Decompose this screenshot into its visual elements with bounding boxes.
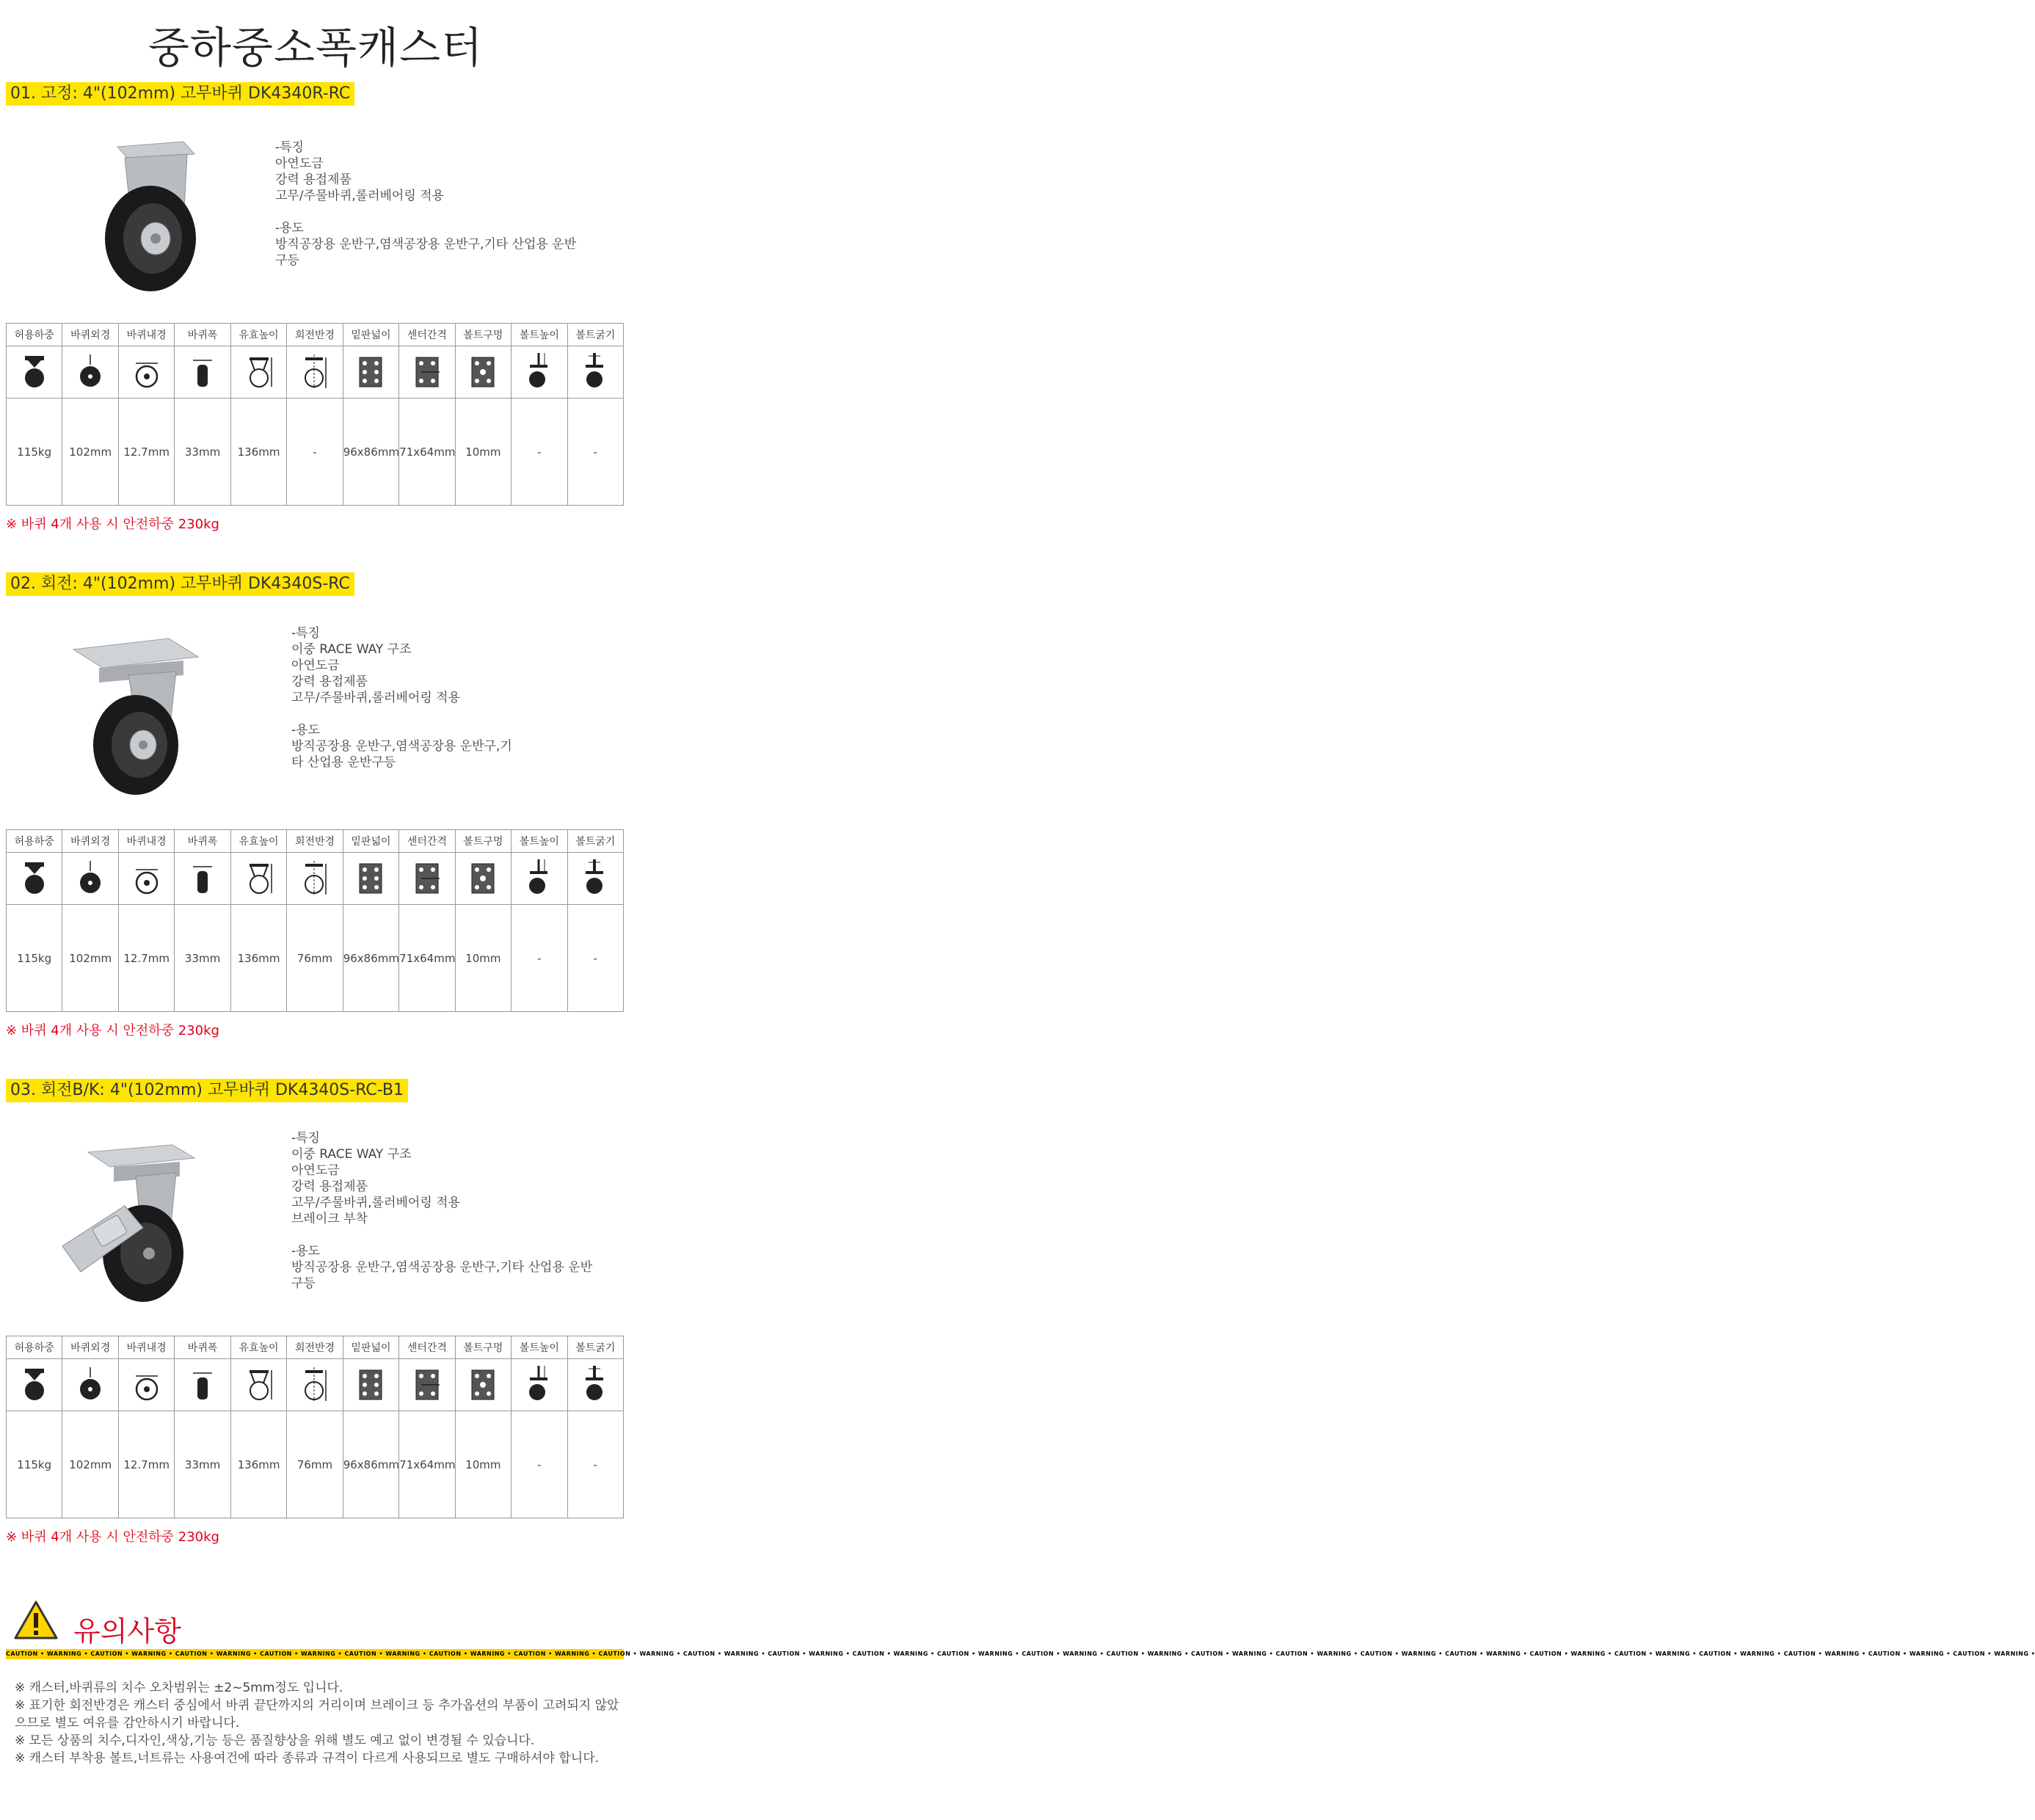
header-cell: 유효높이 [230,830,286,853]
value-cell: - [567,398,623,506]
header-cell: 바퀴폭 [175,830,230,853]
wheel-bore-icon [118,346,174,398]
plate-size-icon [343,853,398,905]
swivel-radius-icon-glyph [298,856,332,898]
load-icon [7,346,62,398]
header-cell: 바퀴내경 [118,1336,174,1359]
header-cell: 밑판넓이 [343,324,398,346]
header-cell: 바퀴폭 [175,1336,230,1359]
value-cell: 76mm [287,905,343,1012]
header-cell: 볼트굵기 [567,830,623,853]
caution-warning-strip: CAUTION • WARNING • CAUTION • WARNING • CAUTION • WARNING • CAUTION • WARNING • CAUTION • WARNING • CAUTION • WARNING • CAUTION • WARNING • CAUTION • WARNING • CAUTION • WARNING • CAUTION • WARNING • CAUTION • WARNING • CAUTION • WARNING • CAUTION • WARNING • CAUTION • WARNING • CAUTION • WARNING • CAUTION • WARNING • CAUTION • WARNING • CAUTION • WARNING • CAUTION • WARNING • CAUTION • WARNING • CAUTION • WARNING • CAUTION • WARNING • CAUTION • WARNING • CAUTION • WARNING • [6,1649,624,1659]
spec-header-row [7,1336,624,1359]
header-cell: 허용하중 [7,324,62,346]
value-cell: 102mm [62,1411,118,1518]
features-text: -특징 이중 RACE WAY 구조 아연도금 강력 용접제품 고무/주물바퀴,롤러베어링 적용 -용도 방직공장용 운반구,염색공장용 운반구,기 타 산업용 운반구등 [291,626,512,770]
value-cell: 12.7mm [118,398,174,506]
header-cell: 바퀴폭 [175,324,230,346]
bolt-height-icon-glyph [523,856,556,898]
height-icon [230,853,286,905]
spec-icon-row [7,853,624,905]
features-text: -특징 아연도금 강력 용접제품 고무/주물바퀴,롤러베어링 적용 -용도 방직공장용 운반구,염색공장용 운반구,기타 산업용 운반 구등 [275,140,577,268]
header-cell: 볼트굵기 [567,324,623,346]
wheel-diameter-icon [62,853,118,905]
header-cell: 밑판넓이 [343,1336,398,1359]
plate-size-icon [343,1359,398,1411]
header-cell: 바퀴외경 [62,1336,118,1359]
spec-value-row [7,398,624,506]
plate-size-icon [343,346,398,398]
features-text: -특징 이중 RACE WAY 구조 아연도금 강력 용접제품 고무/주물바퀴,롤러베어링 적용 브레이크 부착 -용도 방직공장용 운반구,염색공장용 운반구,기타 산업용 운반 구등 [291,1131,593,1291]
value-cell: 136mm [230,1411,286,1518]
warning-triangle-icon [13,1600,59,1641]
wheel-diameter-icon-glyph [73,1363,107,1404]
header-cell: 볼트구멍 [455,1336,511,1359]
bolt-hole-icon-glyph [466,1363,500,1404]
bolt-hole-icon-glyph [466,856,500,898]
safety-load-note: ※ 바퀴 4개 사용 시 안전하중 230kg [6,1023,219,1038]
value-cell: - [512,905,567,1012]
brake-caster-image [55,1136,220,1312]
value-cell: 136mm [230,398,286,506]
header-cell: 밑판넓이 [343,830,398,853]
hole-spacing-icon-glyph [410,1363,444,1404]
bolt-thickness-icon-glyph [578,1363,612,1404]
height-icon [230,1359,286,1411]
bolt-hole-icon [455,346,511,398]
load-icon-glyph [18,350,51,391]
load-icon-glyph [18,1363,51,1404]
value-cell: 115kg [7,398,62,506]
safety-load-note: ※ 바퀴 4개 사용 시 안전하중 230kg [6,517,219,532]
bolt-hole-icon-glyph [466,350,500,391]
value-cell: - [567,1411,623,1518]
spec-table [6,1336,624,1518]
load-icon [7,853,62,905]
header-cell: 볼트높이 [512,830,567,853]
value-cell: 10mm [455,398,511,506]
bolt-height-icon-glyph [523,1363,556,1404]
hole-spacing-icon [399,853,455,905]
header-cell: 센터간격 [399,1336,455,1359]
section-heading: 02. 회전: 4"(102mm) 고무바퀴 DK4340S-RC [6,572,354,596]
value-cell: 10mm [455,1411,511,1518]
value-cell: 115kg [7,905,62,1012]
height-icon-glyph [242,350,276,391]
value-cell: 33mm [175,1411,230,1518]
load-icon [7,1359,62,1411]
safety-load-note: ※ 바퀴 4개 사용 시 안전하중 230kg [6,1529,219,1545]
wheel-width-icon [175,1359,230,1411]
hole-spacing-icon [399,1359,455,1411]
header-cell: 허용하중 [7,830,62,853]
bolt-height-icon [512,1359,567,1411]
value-cell: 10mm [455,905,511,1012]
value-cell: 12.7mm [118,1411,174,1518]
bolt-hole-icon [455,853,511,905]
swivel-radius-icon [287,853,343,905]
wheel-width-icon-glyph [186,1363,219,1404]
section-heading: 01. 고정: 4"(102mm) 고무바퀴 DK4340R-RC [6,82,354,106]
wheel-bore-icon [118,1359,174,1411]
wheel-diameter-icon-glyph [73,856,107,898]
caution-note: ※ 모든 상품의 치수,디자인,색상,기능 등은 품질향상을 위해 별도 예고 없이 변경될 수 있습니다. [15,1733,535,1748]
header-cell: 회전반경 [287,324,343,346]
fixed-caster-image [73,136,213,305]
spec-icon-row [7,346,624,398]
spec-value-row [7,905,624,1012]
hole-spacing-icon-glyph [410,350,444,391]
value-cell: - [567,905,623,1012]
wheel-diameter-icon [62,1359,118,1411]
value-cell: 102mm [62,905,118,1012]
spec-icon-row [7,1359,624,1411]
value-cell: 136mm [230,905,286,1012]
spec-value-row [7,1411,624,1518]
wheel-bore-icon-glyph [130,856,164,898]
load-icon-glyph [18,856,51,898]
bolt-height-icon [512,853,567,905]
wheel-diameter-icon [62,346,118,398]
plate-size-icon-glyph [354,1363,387,1404]
height-icon [230,346,286,398]
swivel-radius-icon [287,346,343,398]
value-cell: - [512,398,567,506]
wheel-bore-icon-glyph [130,1363,164,1404]
header-cell: 유효높이 [230,324,286,346]
caution-notes [15,1679,624,1767]
wheel-width-icon-glyph [186,350,219,391]
value-cell: 96x86mm [343,398,398,506]
swivel-radius-icon-glyph [298,1363,332,1404]
value-cell: - [512,1411,567,1518]
wheel-width-icon [175,346,230,398]
header-cell: 바퀴내경 [118,830,174,853]
swivel-radius-icon-glyph [298,350,332,391]
bolt-height-icon-glyph [523,350,556,391]
header-cell: 볼트높이 [512,1336,567,1359]
plate-size-icon-glyph [354,350,387,391]
height-icon-glyph [242,1363,276,1404]
value-cell: 71x64mm [399,1411,455,1518]
bolt-thickness-icon [567,346,623,398]
section-heading: 03. 회전B/K: 4"(102mm) 고무바퀴 DK4340S-RC-B1 [6,1079,408,1102]
hole-spacing-icon-glyph [410,856,444,898]
header-cell: 볼트구멍 [455,324,511,346]
value-cell: 33mm [175,398,230,506]
header-cell: 바퀴외경 [62,830,118,853]
spec-header-row [7,830,624,853]
swivel-caster-image [59,631,213,800]
hole-spacing-icon [399,346,455,398]
caution-note: ※ 캐스터,바퀴류의 치수 오차범위는 ±2~5mm정도 입니다. [15,1681,343,1695]
value-cell: 102mm [62,398,118,506]
wheel-bore-icon-glyph [130,350,164,391]
value-cell: - [287,398,343,506]
header-cell: 볼트구멍 [455,830,511,853]
header-cell: 회전반경 [287,830,343,853]
value-cell: 76mm [287,1411,343,1518]
bolt-thickness-icon-glyph [578,350,612,391]
bolt-height-icon [512,346,567,398]
value-cell: 71x64mm [399,905,455,1012]
value-cell: 12.7mm [118,905,174,1012]
wheel-diameter-icon-glyph [73,350,107,391]
header-cell: 볼트굵기 [567,1336,623,1359]
wheel-width-icon [175,853,230,905]
header-cell: 허용하중 [7,1336,62,1359]
bolt-thickness-icon [567,1359,623,1411]
value-cell: 33mm [175,905,230,1012]
value-cell: 96x86mm [343,1411,398,1518]
height-icon-glyph [242,856,276,898]
page-title: 중하중소폭캐스터 [148,23,484,73]
wheel-bore-icon [118,853,174,905]
bolt-thickness-icon-glyph [578,856,612,898]
caution-note: ※ 표기한 회전반경은 캐스터 중심에서 바퀴 끝단까지의 거리이며 브레이크 등 추가옵션의 부품이 고려되지 않았으므로 별도 여유를 감안하시기 바랍니다. [15,1698,619,1730]
bolt-hole-icon [455,1359,511,1411]
spec-table [6,323,624,506]
swivel-radius-icon [287,1359,343,1411]
spec-table [6,829,624,1012]
header-cell: 회전반경 [287,1336,343,1359]
wheel-width-icon-glyph [186,856,219,898]
caution-title: 유의사항 [73,1615,181,1648]
header-cell: 센터간격 [399,324,455,346]
value-cell: 71x64mm [399,398,455,506]
value-cell: 96x86mm [343,905,398,1012]
header-cell: 바퀴외경 [62,324,118,346]
header-cell: 유효높이 [230,1336,286,1359]
value-cell: 115kg [7,1411,62,1518]
plate-size-icon-glyph [354,856,387,898]
caution-note: ※ 캐스터 부착용 볼트,너트류는 사용여건에 따라 종류과 규격이 다르게 사용되므로 별도 구매하셔야 합니다. [15,1751,600,1766]
spec-header-row [7,324,624,346]
header-cell: 센터간격 [399,830,455,853]
bolt-thickness-icon [567,853,623,905]
header-cell: 바퀴내경 [118,324,174,346]
header-cell: 볼트높이 [512,324,567,346]
